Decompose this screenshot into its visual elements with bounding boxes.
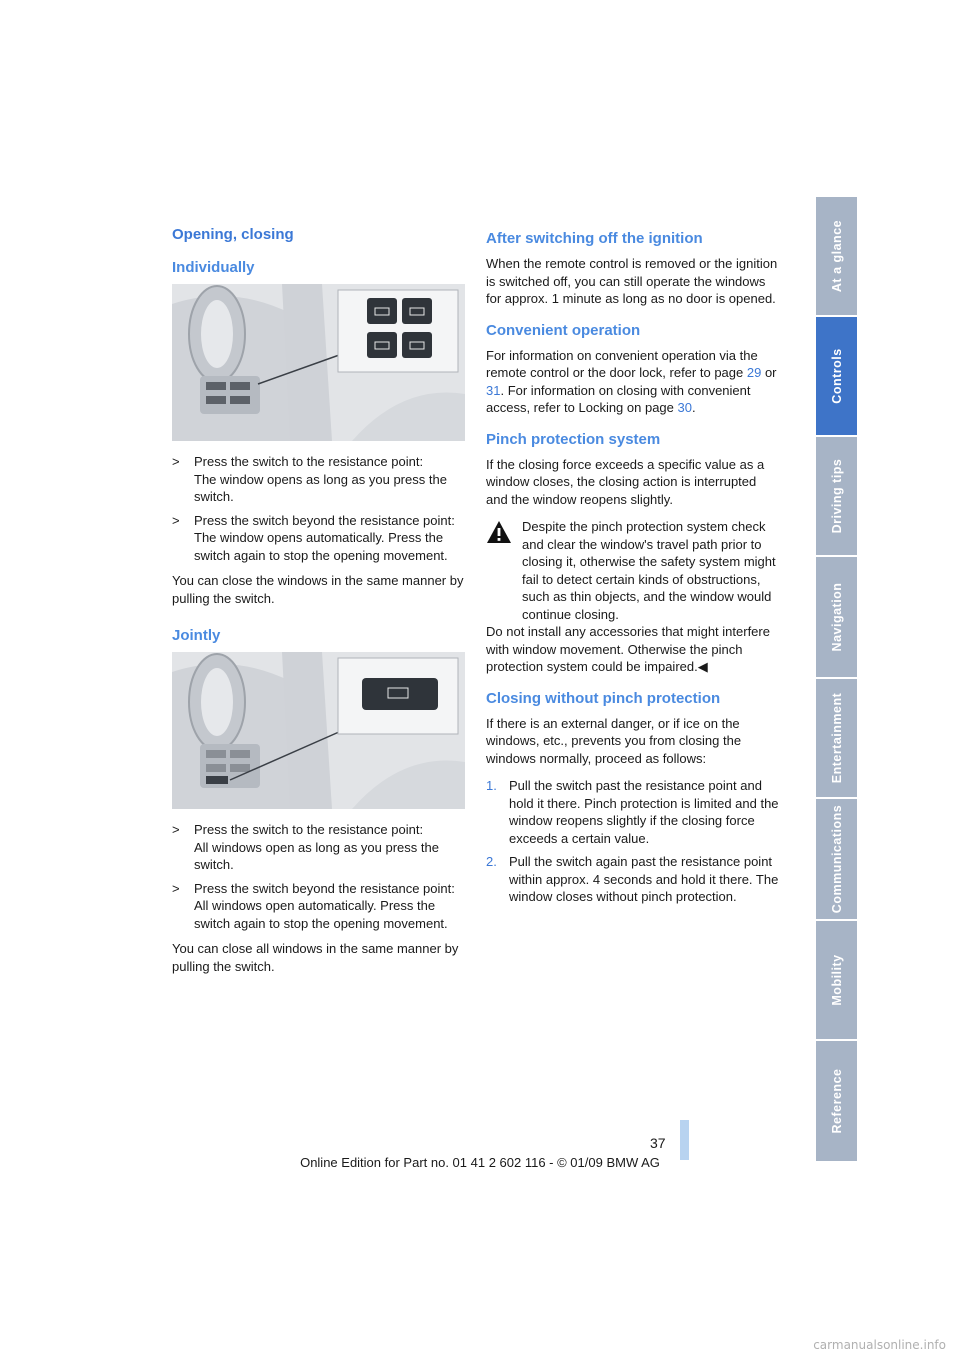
list-item <box>486 853 780 906</box>
list-item <box>172 880 466 933</box>
heading-jointly: Jointly <box>172 627 221 644</box>
figure-individual-switches <box>172 284 465 441</box>
individually-bullet-list <box>172 453 466 564</box>
convenient-operation-text <box>486 347 780 417</box>
tab-label: Reference <box>829 1068 844 1134</box>
tab-mobility[interactable] <box>816 921 857 1041</box>
bullet-line-1: Press the switch to the resistance point: <box>194 822 424 837</box>
bullet-line-1: Press the switch beyond the resistance point: <box>194 512 455 528</box>
door-panel-illustration <box>172 652 465 809</box>
bullet-marker: > <box>172 880 180 896</box>
jointly-note: You can close all windows in the same manner by pulling the switch. <box>172 941 459 974</box>
page-link-31[interactable]: 31 <box>486 382 501 398</box>
tab-label: Navigation <box>829 582 844 652</box>
page-link-30[interactable]: 30 <box>677 400 692 415</box>
bullet-marker: > <box>172 512 180 528</box>
door-panel-illustration <box>172 284 465 441</box>
text-segment: Do not install any accessories that might interfere with window movement. Otherwise the pinch protection system could be impaired. <box>486 624 770 674</box>
footer-text: Online Edition for Part no. 01 41 2 602 116 - © 01/09 BMW AG <box>300 1155 660 1170</box>
after-ignition-text: When the remote control is removed or the ignition is switched off, you can still operate the windows for approx. 1 minute as long as no door is opened. <box>486 256 778 306</box>
tab-controls[interactable] <box>816 317 857 437</box>
page-number: 37 <box>650 1135 666 1151</box>
text-segment: . For information on closing with convenient access, refer to Locking on page <box>486 382 751 415</box>
step-text: Pull the switch past the resistance point and hold it there. Pinch protection is limited and the window reopens slightly if the closing force exceeds a certain value. <box>509 778 779 846</box>
bullet-marker: > <box>172 454 180 469</box>
text-segment: . <box>691 400 696 415</box>
text-segment: or <box>761 365 777 380</box>
heading-after-ignition: After switching off the ignition <box>486 230 703 247</box>
step-number: 1. <box>486 778 497 793</box>
tab-label: Controls <box>829 348 844 404</box>
text-segment: For information on convenient operation via the remote control or the door lock, refer to page <box>486 347 758 380</box>
step-text: Pull the switch again past the resistance point within approx. 4 seconds and hold it there. The window closes without pinch protection. <box>509 854 779 904</box>
pinch-protection-text: If the closing force exceeds a specific value as a window closes, the closing action is interrupted and the window reopens slightly. <box>486 456 765 507</box>
bullet-line-1: Press the switch beyond the resistance point: <box>194 880 455 896</box>
steps-list <box>486 777 780 906</box>
tab-entertainment[interactable] <box>816 679 857 799</box>
tab-communications[interactable] <box>816 799 857 921</box>
list-item <box>486 777 780 847</box>
warning-text-2 <box>486 623 780 676</box>
individually-note: You can close the windows in the same manner by pulling the switch. <box>172 573 464 606</box>
tab-label: At a glance <box>829 219 844 293</box>
list-item <box>172 821 466 874</box>
bullet-line-1: Press the switch to the resistance point: <box>194 454 424 469</box>
heading-convenient-operation: Convenient operation <box>486 321 641 339</box>
heading-individually: Individually <box>172 259 255 276</box>
without-pinch-text: If there is an external danger, or if ice on the windows, etc., prevents you from closing the windows normally, proceed as follows: <box>486 715 742 766</box>
list-item <box>172 453 466 506</box>
tab-label: Entertainment <box>829 692 844 784</box>
tab-driving-tips[interactable] <box>816 437 857 557</box>
warning-block <box>486 518 780 623</box>
list-item <box>172 512 466 565</box>
tab-label: Driving tips <box>829 458 844 534</box>
bullet-marker: > <box>172 822 180 837</box>
tab-reference[interactable] <box>816 1041 857 1163</box>
bullet-line-2: All windows open automatically. Press the switch again to stop the opening movement. <box>194 898 448 931</box>
left-column <box>172 226 466 985</box>
section-title-opening-closing: Opening, closing <box>172 226 294 243</box>
jointly-bullet-list <box>172 821 466 932</box>
bullet-line-2: All windows open as long as you press the switch. <box>194 839 439 872</box>
watermark: carmanualsonline.info <box>813 1338 946 1352</box>
heading-pinch-protection: Pinch protection system <box>486 430 661 448</box>
warning-triangle-icon <box>486 520 512 544</box>
page-marker-bar <box>680 1120 689 1160</box>
warning-text-1: Despite the pinch protection system check and clear the window's travel path prior to closing it, otherwise the safety system might fail to detect certain kinds of obstructions, such as thin objects, and the window would continue closing. <box>522 519 776 622</box>
chapter-tabs <box>816 197 857 1161</box>
step-number: 2. <box>486 854 497 869</box>
tab-label: Mobility <box>829 954 844 1006</box>
page-link-29[interactable]: 29 <box>746 365 762 380</box>
right-column <box>486 226 780 912</box>
bullet-line-2: The window opens automatically. Press the switch again to stop the opening movement. <box>194 530 448 563</box>
bullet-line-2: The window opens as long as you press the switch. <box>194 471 447 504</box>
heading-closing-without-pinch: Closing without pinch protection <box>486 689 721 707</box>
tab-navigation[interactable] <box>816 557 857 679</box>
end-mark-icon: ◀ <box>697 659 708 674</box>
figure-joint-switch <box>172 652 465 809</box>
tab-at-a-glance[interactable] <box>816 197 857 317</box>
tab-label: Communications <box>829 804 844 914</box>
